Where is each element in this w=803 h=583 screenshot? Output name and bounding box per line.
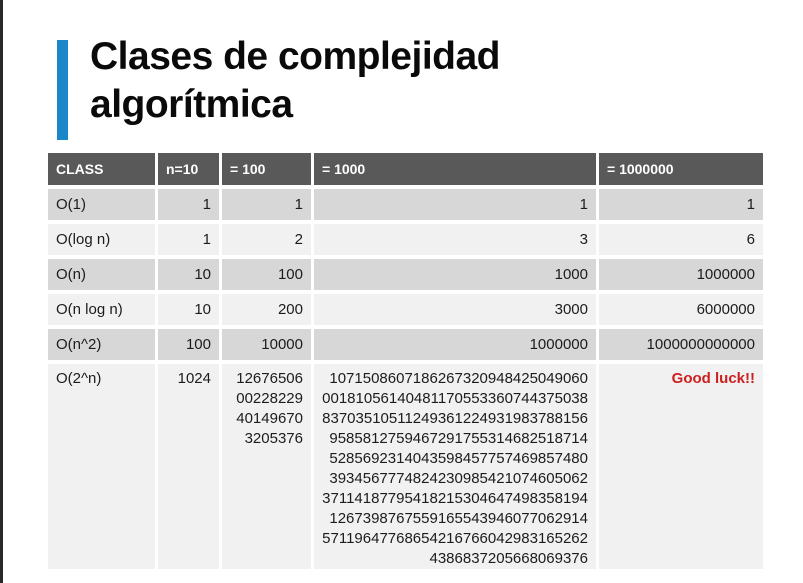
value-cell-2-pow-1000: 10715086071862673209484250490600018105614048117055336074437503883703510511249361224931983788156958581275946729175531468251871452856923140435984577574698574803934567774824230985421074605062371141877954182153046474983581941267398767559165543946077062914571196477686542167660429831652624386837205668069376 xyxy=(314,364,596,569)
header-n1000000: = 1000000 xyxy=(599,153,763,185)
value-cell: 10 xyxy=(158,259,219,290)
value-cell: 1000000 xyxy=(314,329,596,360)
value-cell: 2 xyxy=(222,224,311,255)
value-cell: 200 xyxy=(222,294,311,325)
value-cell: 100 xyxy=(222,259,311,290)
value-cell: 1000 xyxy=(314,259,596,290)
value-cell: 1000000 xyxy=(599,259,763,290)
value-cell: 1024 xyxy=(158,364,219,569)
table-row xyxy=(48,364,763,569)
table-row xyxy=(48,294,763,325)
table-row xyxy=(48,259,763,290)
header-class: CLASS xyxy=(48,153,155,185)
page-title xyxy=(90,33,500,129)
complexity-table xyxy=(45,149,766,573)
class-cell: O(n log n) xyxy=(48,294,155,325)
value-cell: 1 xyxy=(158,224,219,255)
value-cell: 3000 xyxy=(314,294,596,325)
class-cell: O(log n) xyxy=(48,224,155,255)
value-cell: 3 xyxy=(314,224,596,255)
table-body xyxy=(48,189,763,569)
header-n1000: = 1000 xyxy=(314,153,596,185)
window-left-border xyxy=(0,0,3,583)
header-n100: = 100 xyxy=(222,153,311,185)
good-luck-cell: Good luck!! xyxy=(599,364,763,569)
class-cell: O(n^2) xyxy=(48,329,155,360)
table-row xyxy=(48,329,763,360)
value-cell: 100 xyxy=(158,329,219,360)
value-cell: 1 xyxy=(599,189,763,220)
value-cell: 6 xyxy=(599,224,763,255)
class-cell: O(1) xyxy=(48,189,155,220)
title-line-2: algorítmica xyxy=(90,83,293,126)
class-cell: O(2^n) xyxy=(48,364,155,569)
value-cell-2-pow-100: 1267650600228229401496703205376 xyxy=(222,364,311,569)
value-cell: 1000000000000 xyxy=(599,329,763,360)
header-n10: n=10 xyxy=(158,153,219,185)
header-row xyxy=(48,153,763,185)
table-header xyxy=(48,153,763,185)
title-line-1: Clases de complejidad xyxy=(90,35,500,78)
class-cell: O(n) xyxy=(48,259,155,290)
value-cell: 1 xyxy=(158,189,219,220)
table-row xyxy=(48,224,763,255)
value-cell: 1 xyxy=(222,189,311,220)
title-accent-bar xyxy=(57,40,68,140)
table-row xyxy=(48,189,763,220)
value-cell: 1 xyxy=(314,189,596,220)
value-cell: 10000 xyxy=(222,329,311,360)
value-cell: 6000000 xyxy=(599,294,763,325)
value-cell: 10 xyxy=(158,294,219,325)
